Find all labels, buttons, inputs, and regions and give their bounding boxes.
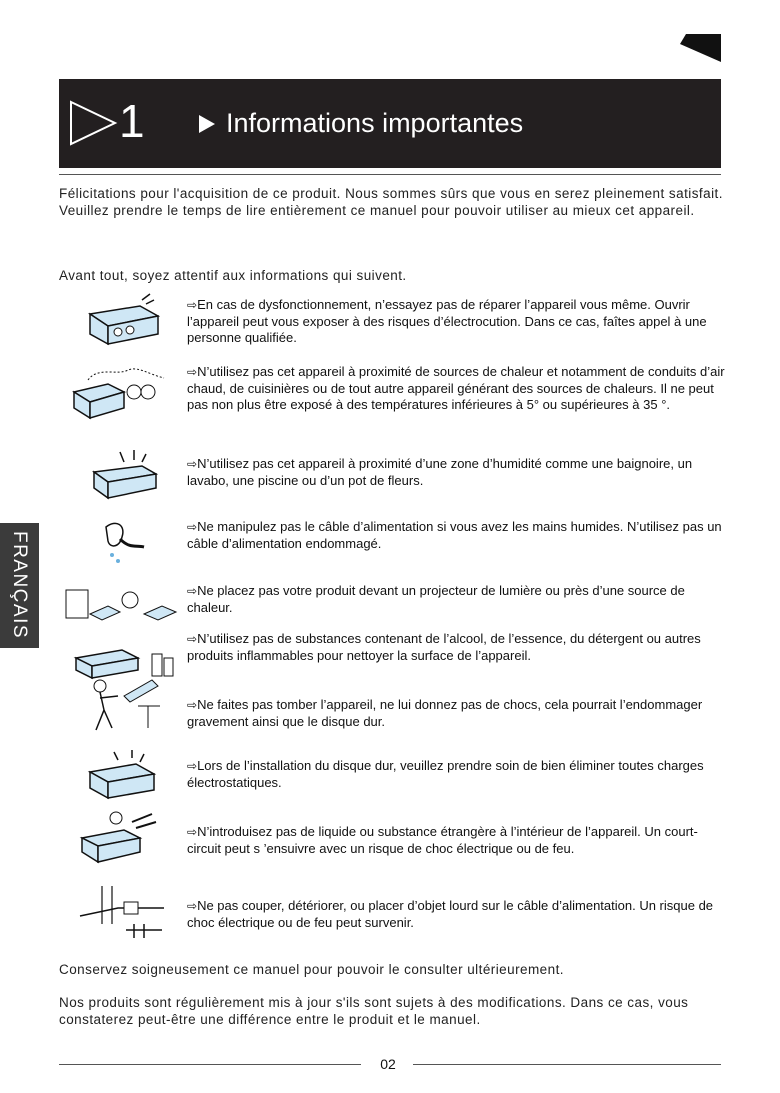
intro-text: Félicitations pour l'acquisition de ce produit. Nous sommes sûrs que vous en serez pleinement satisfait. Veuillez prendre le temps de lire entièrement ce manuel pour pouvoir utiliser au mieux cet appareil. [59, 186, 723, 218]
arrow-icon: ⇨ [187, 457, 198, 471]
arrow-icon: ⇨ [187, 759, 198, 773]
humidity-icon [80, 448, 170, 508]
heat-source-icon [68, 362, 168, 422]
warning-humidity [187, 456, 727, 489]
arrow-icon: ⇨ [187, 632, 198, 646]
warning-text: N’utilisez pas de substances contenant de l’alcool, de l’essence, du détergent ou autres produits inflammables pour nettoyer la surface de l’appareil. [187, 631, 701, 663]
drop-shock-icon [78, 676, 164, 734]
foreign-objects-icon [76, 808, 160, 866]
warning-text: N’utilisez pas cet appareil à proximité de sources de chaleur et notamment de conduits d’air chaud, de cuisinières ou de tout autre appareil générant des sources de chaleurs. Il ne peut pas non plus être exposé à des températures inférieures à 5° ou supérieures à 35 °. [187, 364, 725, 412]
arrow-icon: ⇨ [187, 520, 198, 534]
warning-text: Ne pas couper, détériorer, ou placer d’objet lourd sur le câble d’alimentation. Un risque de choc électrique ou de feu peut survenir. [187, 898, 714, 930]
damaged-cable-icon [78, 884, 168, 942]
arrow-icon: ⇨ [187, 825, 198, 839]
warning-sunlight [187, 583, 727, 616]
warning-cable-damage [187, 898, 727, 931]
warning-chemicals [187, 631, 727, 664]
static-discharge-icon [84, 746, 174, 806]
corner-tab-mark [680, 34, 721, 62]
header-divider [59, 174, 721, 175]
arrow-icon: ⇨ [187, 365, 198, 379]
warning-text: En cas de dysfonctionnement, n’essayez pas de réparer l’appareil vous même. Ouvrir l’appareil peut vous exposer à des risques d’électrocution. Dans ce cas, faîtes appel à une personne qualifiée. [187, 297, 707, 345]
warning-text: Ne placez pas votre produit devant un projecteur de lumière ou près d’une source de chaleur. [187, 583, 685, 615]
broken-device-icon [80, 292, 170, 352]
language-label: FRANÇAIS [9, 530, 30, 640]
arrow-icon: ⇨ [187, 298, 198, 312]
footer-rule-left [59, 1064, 361, 1065]
wet-hands-cable-icon [96, 512, 156, 572]
chapter-triangle-icon [67, 99, 119, 147]
warning-text: N’introduisez pas de liquide ou substance étrangère à l’intérieur de l’appareil. Un court-circuit peut s ’ensuivre avec un risque de choc électrique ou de feu. [187, 824, 698, 856]
warning-heat [187, 364, 727, 414]
play-arrow-icon [199, 115, 215, 133]
updates-note: Nos produits sont régulièrement mis à jour s'ils sont sujets à des modifications. Dans ce cas, vous constaterez peut-être une différence entre le produit et le manuel. [59, 995, 689, 1027]
warning-cable-wet [187, 519, 727, 552]
arrow-icon: ⇨ [187, 698, 198, 712]
warning-repair [187, 297, 727, 347]
warning-text: Lors de l’installation du disque dur, veuillez prendre soin de bien éliminer toutes charges électrostatiques. [187, 758, 704, 790]
chapter-number: 1 [119, 95, 145, 147]
keep-manual-note: Conservez soigneusement ce manuel pour pouvoir le consulter ultérieurement. [59, 962, 565, 977]
language-side-tab [0, 523, 39, 648]
intro-paragraph [59, 186, 749, 219]
warning-text: N’utilisez pas cet appareil à proximité d’une zone d’humidité comme une baignoire, un lavabo, une piscine ou d’un pot de fleurs. [187, 456, 693, 488]
attention-line: Avant tout, soyez attentif aux informations qui suivent. [59, 268, 407, 283]
warning-static [187, 758, 727, 791]
arrow-icon: ⇨ [187, 899, 198, 913]
arrow-icon: ⇨ [187, 584, 198, 598]
warning-text: Ne manipulez pas le câble d’alimentation si vous avez les mains humides. N’utilisez pas un câble d’alimentation endommagé. [187, 519, 722, 551]
chapter-header [59, 79, 721, 168]
warning-drop [187, 697, 727, 730]
page-number: 02 [380, 1056, 396, 1072]
sunlight-projector-icon [64, 574, 179, 634]
warning-foreign-objects [187, 824, 727, 857]
page-title: Informations importantes [226, 108, 524, 138]
warning-text: Ne faites pas tomber l’appareil, ne lui donnez pas de chocs, cela pourrait l’endommager gravement ainsi que le disque dur. [187, 697, 703, 729]
footer-rule-right [413, 1064, 721, 1065]
